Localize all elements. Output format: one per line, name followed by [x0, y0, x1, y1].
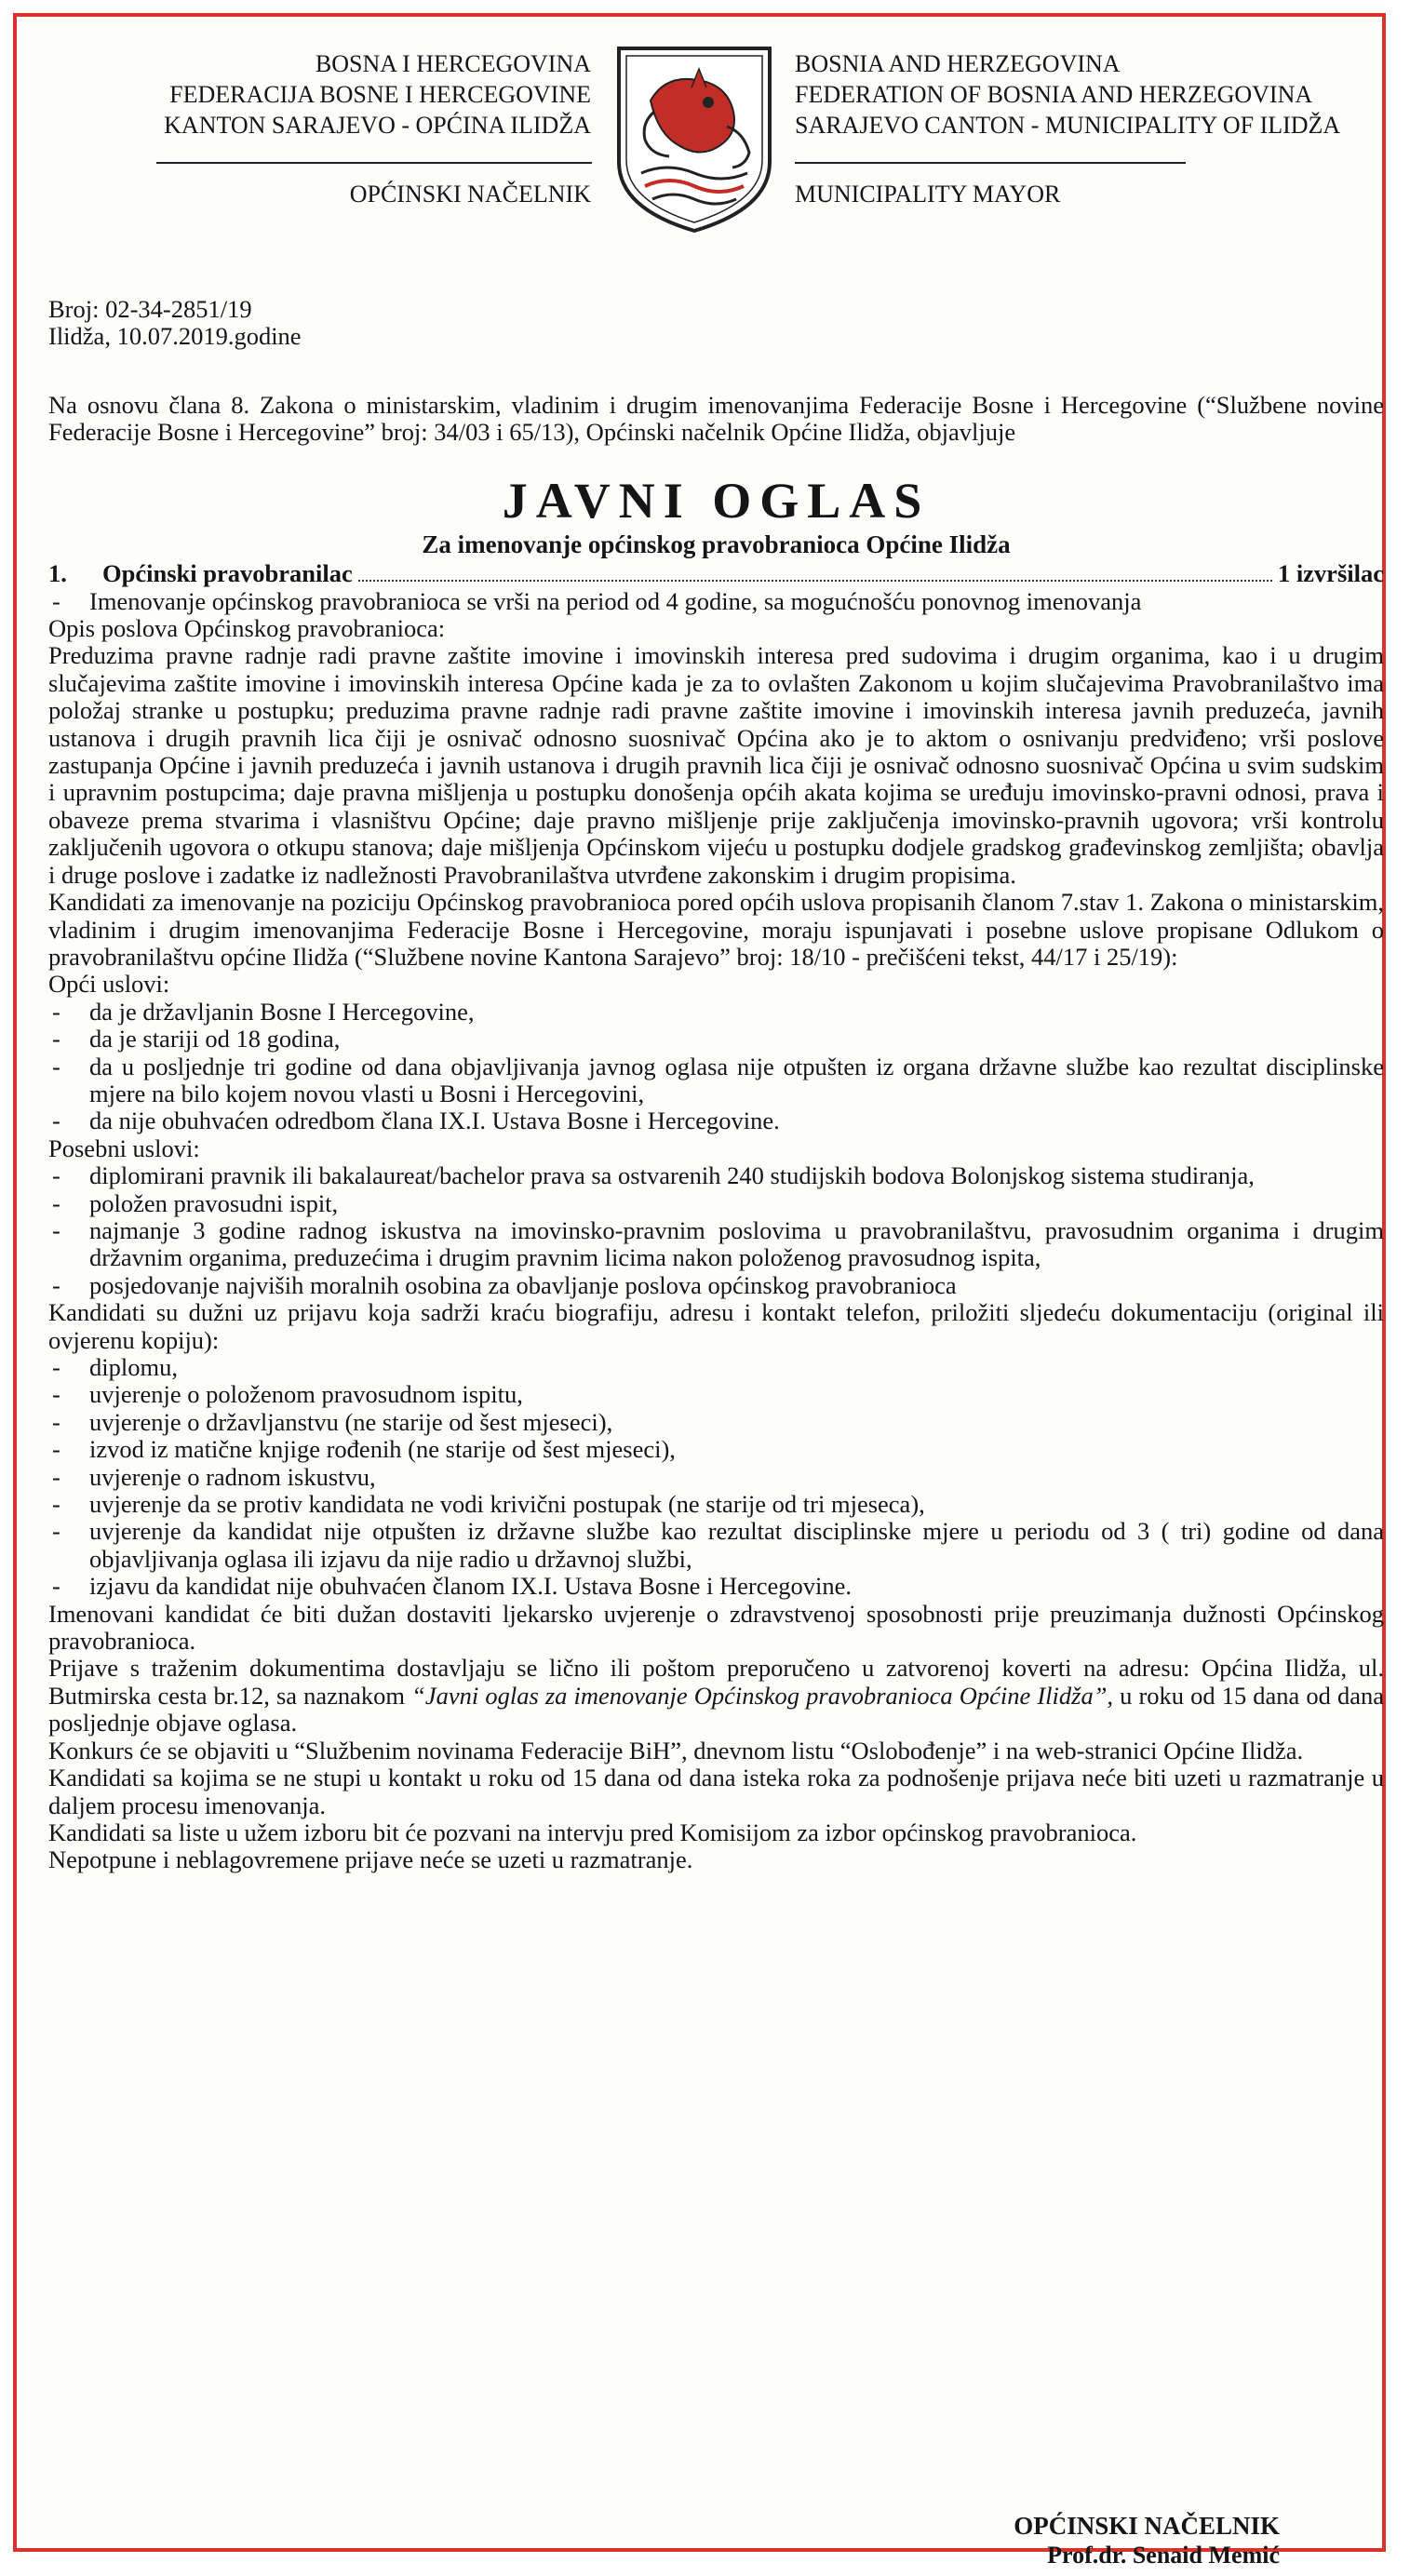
- notice-title: JAVNI OGLAS: [502, 472, 931, 529]
- interview-paragraph: Kandidati sa liste u užem izboru bit će pozvani na intervju pred Komisijom za izbor općinskog pravobranioca.: [48, 1818, 1137, 1846]
- publication-paragraph: Konkurs će se objaviti u “Službenim novinama Federacije BiH”, dnevnom listu “Oslobođenje” i na web-stranici Općine Ilidža.: [48, 1736, 1304, 1764]
- header-divider-right: [795, 162, 1186, 164]
- general-conditions-list: [48, 999, 1384, 1135]
- header-right-line: SARAJEVO CANTON - MUNICIPALITY OF ILIDŽA: [795, 112, 1341, 139]
- place-date: Ilidža, 10.07.2019.godine: [48, 322, 302, 351]
- list-item: - posjedovanje najviših moralnih osobina za obavljanje poslova općinskog pravobranioca: [48, 1272, 1384, 1299]
- position-line: [48, 560, 1384, 588]
- list-item: - diplomirani pravnik ili bakalaureat/bachelor prava sa ostvarenih 240 studijskih bodova Bolonjskog sistema studiranja,: [48, 1162, 1384, 1189]
- reference-number: Broj: 02-34-2851/19: [48, 295, 252, 323]
- submission-label: “Javni oglas za imenovanje Općinskog pravobranioca Općine Ilidža”,: [411, 1681, 1114, 1710]
- list-item: - uvjerenje o položenom pravosudnom ispitu,: [48, 1381, 1384, 1408]
- header-office-right: MUNICIPALITY MAYOR: [795, 181, 1061, 208]
- list-item: - uvjerenje da kandidat nije otpušten iz državne službe kao rezultat disciplinske mjere u periodu od 3 ( tri) godine od dana objavljivanja oglasa ili izjavu da nije radio u državnoj službi,: [48, 1518, 1384, 1573]
- submission-text: Prijave s traženim dokumentima dostavljaju se lično ili poštom preporučeno u zatvorenoj koverti na adresu: Općina Ilidža, ul. Butmirska cesta br.12, sa naznakom: [48, 1654, 1384, 1710]
- medical-paragraph: Imenovani kandidat će biti dužan dostaviti ljekarsko uvjerenje o zdravstvenoj sposobnosti prije preuzimanja dužnosti Općinskog pravobranioca.: [48, 1599, 1384, 1656]
- special-conditions-list: [48, 1162, 1384, 1299]
- notice-body: [48, 296, 1384, 1874]
- header-left: [17, 48, 591, 141]
- coat-of-arms-icon: [613, 43, 775, 235]
- duties-paragraph: Preduzima pravne radnje radi pravne zaštite imovine i imovinskih interesa pred sudovima i drugim organima, kao i u drugim slučajevima zaštite imovine i imovinskih interesa Općine kada je za to ovlašten Zakonom u kojim slučajevima Pravobranilaštvo ima položaj stranke u postupku; preduzima pravne radnje radi pravne zaštite imovine i imovinskih interesa javnih preduzeća, javnih ustanova i drugih pravnih lica čiji je osnivač odnosno suosnivač Općina ako je to aktom o osnivanju predviđeno; vrši poslove zastupanja Općine i javnih preduzeća i javnih ustanova i drugih pravnih lica čiji je osnivač odnosno suosnivač Općina u svim sudskim i upravnim postupcima; daje pravna mišljenja u postupku donošenja općih akata kojima se uređuju imovinsko-pravni odnosi, prava i obaveze prema stvarima i vlasništvu Općine; daje pravno mišljenje prije zaključenja imovinsko-pravnih ugovora; vrši kontrolu zaključenih ugovora o otkupu stanova; daje mišljenja Općinskom vijeću u postupku dodjele gradskog građevinskog zemljišta; obavlja i druge poslove i zadatke iz nadležnosti Pravobranilaštva utvrđene zakonskim i drugim propisima.: [48, 641, 1384, 889]
- signature-title: OPĆINSKI NAČELNIK: [1014, 2512, 1280, 2540]
- list-item: - diplomu,: [48, 1354, 1384, 1381]
- term-item: - Imenovanje općinskog pravobranioca se vrši na period od 4 godine, sa mogućnošću ponovnog imenovanja: [48, 588, 1384, 615]
- special-conditions-heading: Posebni uslovi:: [48, 1134, 200, 1162]
- documents-intro: Kandidati su dužni uz prijavu koja sadrži kraću biografiju, adresu i kontakt telefon, priložiti sljedeću dokumentaciju (original ili ovjerenu kopiju):: [48, 1298, 1384, 1354]
- list-item: - uvjerenje o radnom iskustvu,: [48, 1464, 1384, 1491]
- header-left-line: KANTON SARAJEVO - OPĆINA ILIDŽA: [164, 112, 591, 139]
- list-item: - izvod iz matične knjige rođenih (ne starije od šest mjeseci),: [48, 1436, 1384, 1463]
- list-item: - da je državljanin Bosne I Hercegovine,: [48, 999, 1384, 1026]
- list-item: - da je stariji od 18 godina,: [48, 1026, 1384, 1053]
- header-office-left: OPĆINSKI NAČELNIK: [349, 181, 591, 208]
- header-left-line: BOSNA I HERCEGOVINA: [315, 50, 591, 77]
- header-right-line: FEDERATION OF BOSNIA AND HERZEGOVINA: [795, 81, 1313, 108]
- intro-paragraph: Na osnovu člana 8. Zakona o ministarskim, vladinim i drugim imenovanjima Federacije Bosne i Hercegovine (“Službene novine Federacije Bosne i Hercegovine” broj: 34/03 i 65/13), Općinski načelnik Općine Ilidža, objavljuje: [48, 390, 1384, 447]
- list-item: - uvjerenje da se protiv kandidata ne vodi krivični postupak (ne starije od tri mjeseca),: [48, 1491, 1384, 1518]
- header-right: [795, 48, 1390, 141]
- signature-name: Prof.dr. Senaid Memić: [1047, 2542, 1280, 2569]
- duties-heading: Opis poslova Općinskog pravobranioca:: [48, 614, 446, 643]
- conditions-intro: Kandidati za imenovanje na poziciju Općinskog pravobranioca pored općih uslova propisanih članom 7.stav 1. Zakona o ministarskim, vladinim i drugim imenovanjima Federacije Bosne i Hercegovine, moraju ispunjavati i posebne uslove propisane Odlukom o pravobranilaštvu općine Ilidža (“Službene novine Kantona Sarajevo” broj: 18/10 - prečišćeni tekst, 44/17 i 25/19):: [48, 888, 1384, 971]
- dot-leader: [358, 580, 1272, 582]
- documents-list: [48, 1354, 1384, 1601]
- list-item: - uvjerenje o državljanstvu (ne starije od šest mjeseci),: [48, 1409, 1384, 1436]
- incomplete-paragraph: Nepotpune i neblagovremene prijave neće se uzeti u razmatranje.: [48, 1845, 693, 1874]
- list-item: - da nije obuhvaćen odredbom člana IX.I. Ustava Bosne i Hercegovine.: [48, 1107, 1384, 1134]
- header-right-line: BOSNIA AND HERZEGOVINA: [795, 50, 1121, 77]
- submission-paragraph: [48, 1655, 1384, 1737]
- submission-deadline: u roku od 15 dana od dana posljednje objave oglasa.: [48, 1681, 1385, 1737]
- header-left-line: FEDERACIJA BOSNE I HERCEGOVINE: [169, 81, 591, 108]
- no-contact-paragraph: Kandidati sa kojima se ne stupi u kontakt u roku od 15 dana od dana isteka roka za podnošenje prijava neće biti uzeti u razmatranje u daljem procesu imenovanja.: [48, 1764, 1384, 1819]
- list-item: - izjavu da kandidat nije obuhvaćen članom IX.I. Ustava Bosne i Hercegovine.: [48, 1573, 1384, 1600]
- list-item: - položen pravosudni ispit,: [48, 1190, 1384, 1217]
- position-count: 1 izvršilac: [1277, 558, 1384, 587]
- header-divider-left: [156, 162, 592, 164]
- notice-subtitle: Za imenovanje općinskog pravobranioca Općine Ilidža: [422, 530, 1011, 558]
- list-item: - najmanje 3 godine radnog iskustva na imovinsko-pravnim poslovima u pravobranilaštvu, pravosudnim organima i drugim državnim organima, preduzećima i drugim pravnim licima nakon položenog pravosudnog ispita,: [48, 1217, 1384, 1272]
- term-list: [48, 588, 1384, 615]
- general-conditions-heading: Opći uslovi:: [48, 970, 170, 999]
- position-name: Općinski pravobranilac: [102, 558, 353, 587]
- notice-page: [13, 13, 1386, 2569]
- position-number: 1.: [48, 558, 67, 587]
- list-item: - da u posljednje tri godine od dana objavljivanja javnog oglasa nije otpušten iz organa državne službe kao rezultat disciplinske mjere na bilo kojem novou vlasti u Bosni i Hercegovini,: [48, 1053, 1384, 1108]
